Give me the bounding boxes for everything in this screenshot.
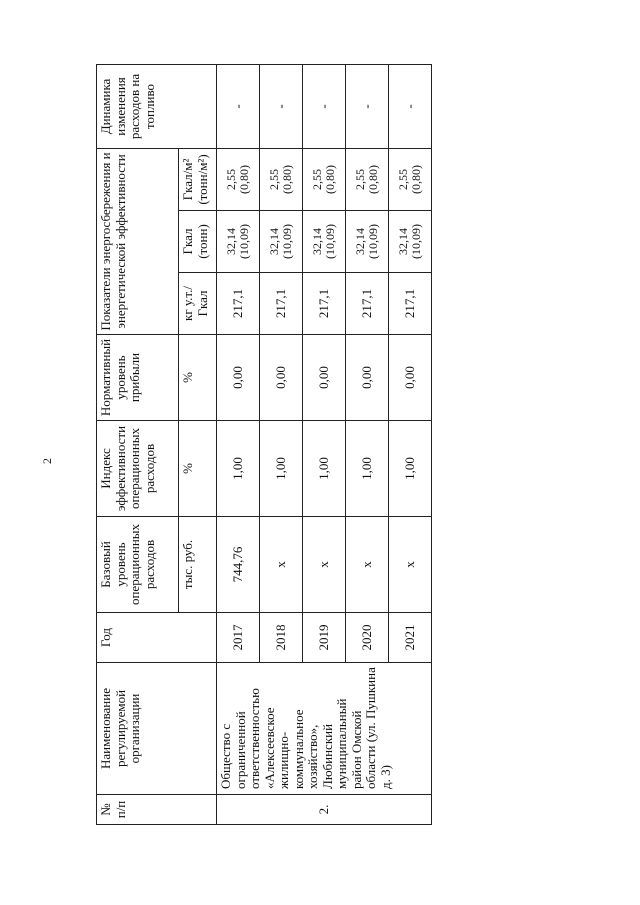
col-header-year: Год [97,613,217,663]
col-header-energy: Показатели энергосбережения и энергетической эффективности [97,148,179,334]
cell-energy-2-a: 32,14 [395,228,410,255]
cell-energy-2-b: (10,09) [408,224,423,259]
table-row [217,64,260,824]
cell-base: х [302,517,345,613]
cell-index: 1,00 [388,421,431,517]
cell-profit: 0,00 [302,335,345,421]
cell-energy-3-b: (0,80) [365,165,380,194]
cell-energy-2-b: (10,09) [365,224,380,259]
cell-fuel: - [302,64,345,148]
cell-year: 2021 [388,613,431,663]
cell-year: 2017 [217,613,260,663]
cell-energy-1: 217,1 [388,273,431,335]
unit-energy-2-a: Гкал [180,228,195,255]
unit-energy-3-b: (тонн/м²) [194,154,210,205]
cell-energy-3-b: (0,80) [322,165,337,194]
cell-energy-3 [259,148,302,210]
cell-base: х [345,517,388,613]
unit-energy-3-a: Гкал/м² [180,158,195,201]
cell-energy-2-b: (10,09) [279,224,294,259]
cell-energy-2-a: 32,14 [352,228,367,255]
cell-energy-2 [217,211,260,273]
cell-energy-3-a: 2,55 [395,169,410,190]
col-header-index: Индекс эффективности операционных расходов [97,421,179,517]
col-header-org: Наименование регулируемой организации [97,663,217,795]
cell-energy-2-b: (10,09) [236,224,251,259]
cell-energy-3-b: (0,80) [408,165,423,194]
cell-base: х [388,517,431,613]
cell-energy-3 [345,148,388,210]
cell-energy-2-a: 32,14 [223,228,238,255]
row-number: 2. [217,795,432,825]
unit-base: тыс. руб. [179,517,217,613]
unit-index: % [179,421,217,517]
cell-base: х [259,517,302,613]
cell-energy-2 [259,211,302,273]
cell-index: 1,00 [259,421,302,517]
cell-energy-2 [302,211,345,273]
cell-fuel: - [259,64,302,148]
cell-energy-2-b: (10,09) [322,224,337,259]
cell-profit: 0,00 [259,335,302,421]
unit-profit: % [179,335,217,421]
tariff-table-frame [96,65,432,825]
cell-energy-1: 217,1 [217,273,260,335]
cell-energy-3 [217,148,260,210]
cell-profit: 0,00 [217,335,260,421]
cell-energy-1: 217,1 [259,273,302,335]
cell-index: 1,00 [302,421,345,517]
unit-energy-1: кг у.т./Гкал [179,273,217,335]
cell-year: 2018 [259,613,302,663]
cell-energy-2-a: 32,14 [309,228,324,255]
cell-index: 1,00 [345,421,388,517]
tariff-table [96,64,432,825]
cell-index: 1,00 [217,421,260,517]
cell-energy-3 [302,148,345,210]
col-header-fuel: Динамика изменения расходов на топливо [97,64,217,148]
unit-energy-2-b: (тонн) [194,224,210,259]
cell-energy-2 [345,211,388,273]
cell-energy-3-a: 2,55 [352,169,367,190]
cell-profit: 0,00 [388,335,431,421]
cell-energy-3 [388,148,431,210]
cell-energy-2-a: 32,14 [266,228,281,255]
cell-energy-3-b: (0,80) [236,165,251,194]
cell-energy-3-a: 2,55 [223,169,238,190]
cell-profit: 0,00 [345,335,388,421]
cell-fuel: - [217,64,260,148]
cell-energy-1: 217,1 [302,273,345,335]
cell-fuel: - [345,64,388,148]
unit-energy-3 [179,148,217,210]
col-header-base: Базовый уровень операционных расходов [97,517,179,613]
cell-energy-2 [388,211,431,273]
cell-energy-3-a: 2,55 [266,169,281,190]
col-header-profit: Нормативный уровень прибыли [97,335,179,421]
page-number: 2 [40,458,54,464]
cell-year: 2019 [302,613,345,663]
table-header-row [97,64,179,824]
cell-energy-1: 217,1 [345,273,388,335]
cell-energy-3-b: (0,80) [279,165,294,194]
unit-energy-2 [179,211,217,273]
cell-year: 2020 [345,613,388,663]
col-header-num: № п/п [97,795,217,825]
cell-energy-3-a: 2,55 [309,169,324,190]
cell-fuel: - [388,64,431,148]
organization-name: Общество с ограниченной ответственностью «Алексеевское жилищно-коммунальное хозяйство», Любинский муниципальный район Омской области (ул. Пушкина д. 3) [217,663,432,795]
cell-base: 744,76 [217,517,260,613]
